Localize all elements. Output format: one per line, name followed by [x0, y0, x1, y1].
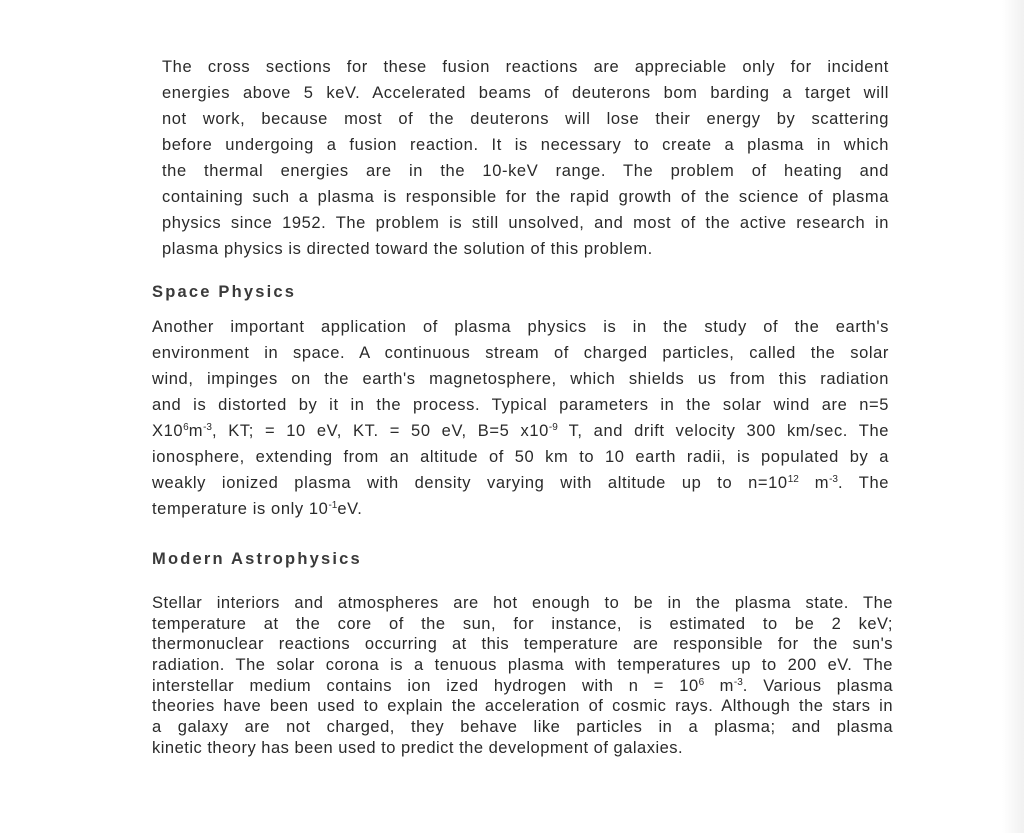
text-run: X10	[152, 422, 184, 440]
astro-line	[152, 593, 893, 614]
intro-line-text: containing such a plasma is responsible for the rapid growth of the science of plasma	[162, 188, 889, 206]
space-physics-paragraph	[152, 314, 889, 522]
text-run: interstellar medium contains ion ized hydrogen with n = 10	[152, 676, 699, 695]
text-run: , KT; = 10 eV, KT. = 50 eV, B=5 x10	[212, 422, 549, 440]
space-line-text	[152, 474, 889, 492]
intro-line	[162, 236, 889, 262]
intro-line-text: the thermal energies are in the 10-keV range. The problem of heating and	[162, 162, 889, 180]
astro-line	[152, 717, 893, 738]
space-line	[152, 418, 889, 444]
space-line	[152, 340, 889, 366]
astro-line	[152, 738, 893, 759]
modern-astrophysics-heading: Modern Astrophysics	[152, 550, 362, 568]
intro-line-text: energies above 5 keV. Accelerated beams of deuterons bom barding a target will	[162, 84, 889, 102]
intro-line-text: The cross sections for these fusion reactions are appreciable only for incident	[162, 58, 889, 76]
space-line	[152, 392, 889, 418]
superscript: -3	[203, 422, 212, 433]
text-run: T, and drift velocity 300 km/sec. The	[557, 422, 889, 440]
intro-line	[162, 54, 889, 80]
space-line	[152, 366, 889, 392]
superscript: 6	[698, 676, 705, 688]
astro-line	[152, 696, 893, 717]
superscript: 12	[787, 474, 799, 485]
superscript: -9	[548, 422, 558, 433]
astro-line-text: theories have been used to explain the acceleration of cosmic rays. Although the stars in	[152, 697, 893, 716]
intro-line-text: not work, because most of the deuterons will lose their energy by scattering	[162, 110, 889, 128]
text-run: . The	[837, 474, 889, 492]
space-physics-heading: Space Physics	[152, 283, 297, 301]
space-line-text	[152, 422, 889, 440]
space-line	[152, 470, 889, 496]
astro-line-text: thermonuclear reactions occurring at this temperature are responsible for the sun's	[152, 635, 893, 654]
space-line-text	[152, 500, 362, 518]
intro-line	[162, 80, 889, 106]
astro-line-text: Stellar interiors and atmospheres are hot enough to be in the plasma state. The	[152, 594, 893, 612]
space-line-text: and is distorted by it in the process. Typical parameters in the solar wind are n=5	[152, 396, 889, 414]
intro-line	[162, 184, 889, 210]
astro-line	[152, 676, 893, 697]
superscript: 6	[183, 422, 189, 433]
space-line-text: Another important application of plasma physics is in the study of the earth's	[152, 318, 889, 336]
astro-line	[152, 655, 893, 676]
space-line	[152, 314, 889, 340]
space-line	[152, 496, 889, 522]
text-run: m	[798, 474, 830, 492]
space-line-text: wind, impinges on the earth's magnetosphere, which shields us from this radiation	[152, 370, 889, 388]
space-line-text: ionosphere, extending from an altitude of 50 km to 10 earth radii, is populated by a	[152, 448, 889, 466]
astro-line	[152, 634, 893, 655]
astro-line-text	[152, 677, 893, 695]
intro-line	[162, 158, 889, 184]
intro-line-text: physics since 1952. The problem is still unsolved, and most of the active research in	[162, 214, 889, 232]
intro-paragraph	[162, 54, 889, 262]
astro-line-text: a galaxy are not charged, they behave like particles in a plasma; and plasma	[152, 718, 893, 737]
text-run: weakly ionized plasma with density varying with altitude up to n=10	[152, 474, 788, 492]
text-run: eV.	[337, 500, 363, 518]
superscript: -1	[328, 500, 338, 511]
text-run: m	[704, 676, 734, 695]
intro-line	[162, 132, 889, 158]
intro-line	[162, 210, 889, 236]
intro-line-text: before undergoing a fusion reaction. It is necessary to create a plasma in which	[162, 136, 889, 154]
superscript: -3	[733, 676, 743, 688]
space-line	[152, 444, 889, 470]
modern-astrophysics-paragraph	[152, 593, 893, 759]
intro-line	[162, 106, 889, 132]
space-line-text: environment in space. A continuous stream of charged particles, called the solar	[152, 344, 889, 362]
astro-line	[152, 614, 893, 635]
text-run: . Various plasma	[742, 676, 893, 695]
astro-line-text: kinetic theory has been used to predict the development of galaxies.	[152, 738, 684, 757]
text-run: temperature is only 10	[152, 500, 329, 518]
text-run: m	[188, 422, 204, 440]
superscript: -3	[829, 474, 838, 485]
astro-line-text: temperature at the core of the sun, for instance, is estimated to be 2 keV;	[152, 614, 893, 633]
intro-line-text: plasma physics is directed toward the solution of this problem.	[162, 240, 653, 258]
page-edge-shading	[1002, 0, 1024, 833]
astro-line-text: radiation. The solar corona is a tenuous plasma with temperatures up to 200 eV. The	[152, 656, 893, 675]
